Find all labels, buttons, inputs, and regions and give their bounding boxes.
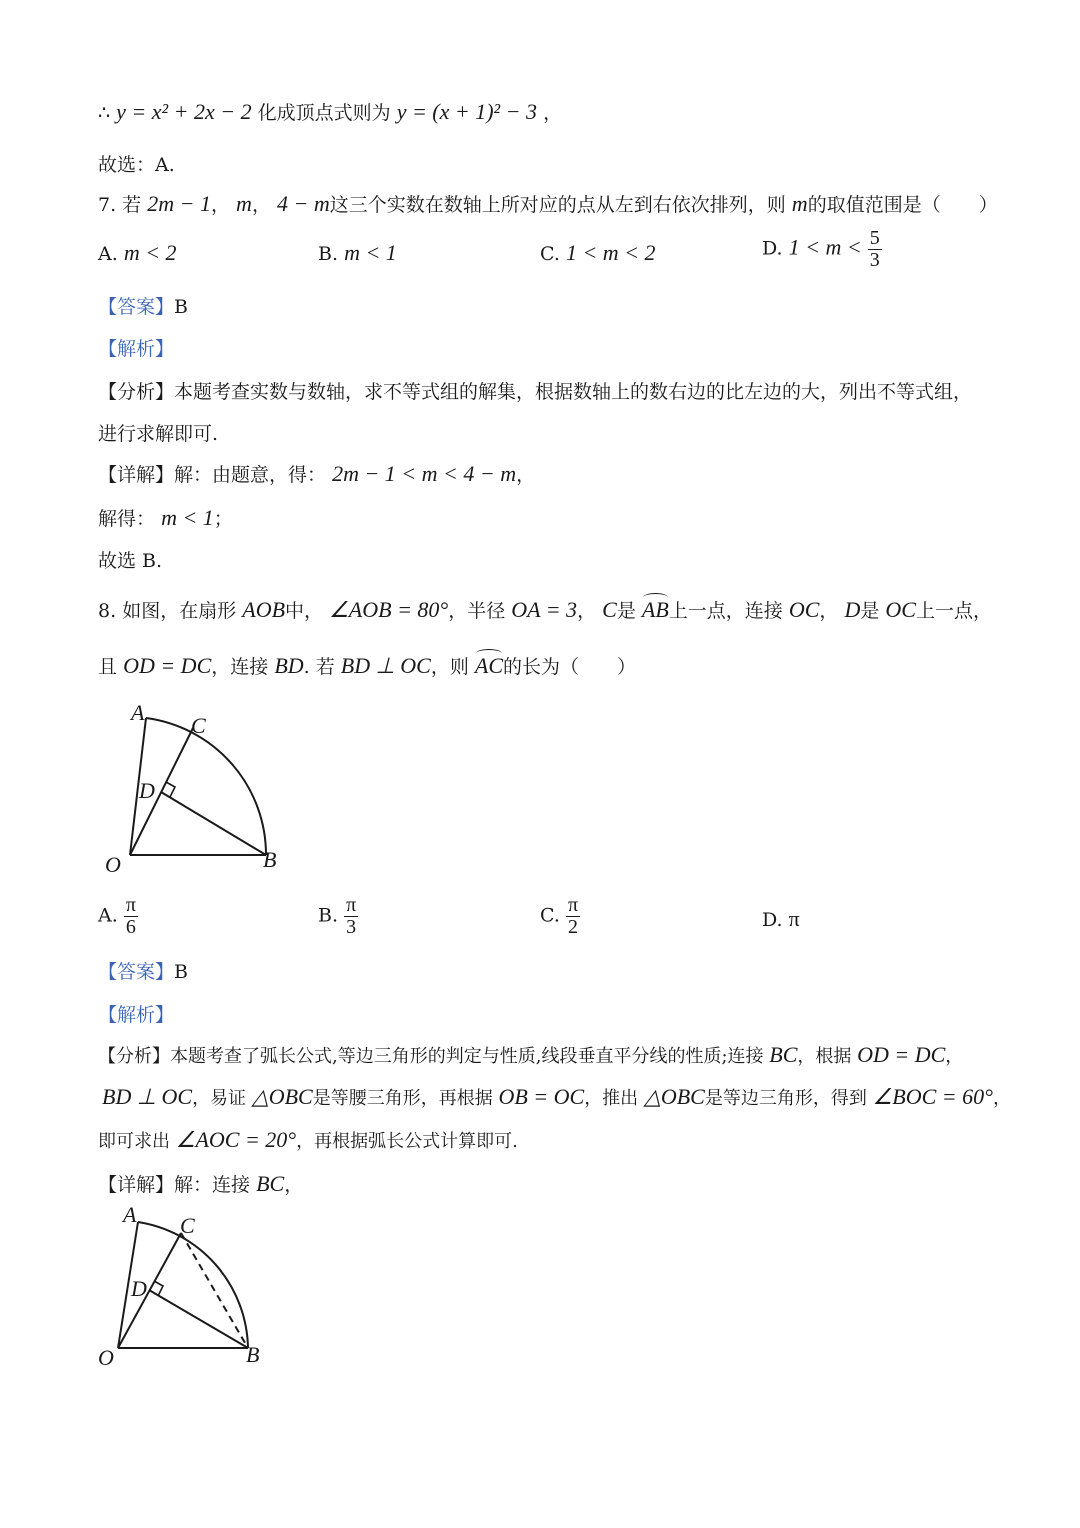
q8-fenxi-line-2: BD ⊥ OC，易证 △OBC是等腰三角形，再根据 OB = OC，推出 △OBC是等边三角形，得到 ∠BOC = 60°， <box>102 1084 1011 1109</box>
answer-tag: 【答案】 <box>98 296 175 318</box>
q8-option-c: C. $\frac{\pi}{2}$ <box>540 894 579 938</box>
q7-option-a: A. m < 2 <box>98 240 177 265</box>
q8-stem-line-2: 且 OD = DC，连接 BD. 若 BD ⊥ OC，则 AC的长为（ ） <box>98 653 637 678</box>
q8-option-d: D. π <box>762 906 800 931</box>
label-a: A <box>131 700 145 725</box>
q7-expr-3: 4 − m <box>277 191 330 216</box>
segment-bc-dashed <box>181 1233 248 1348</box>
q8-answer-value: B <box>174 961 188 983</box>
q7-analysis-tag: 【解析】 <box>98 338 175 360</box>
q7-expr-1: 2m − 1 <box>147 191 211 216</box>
q7-option-b: B. m < 1 <box>318 240 397 265</box>
label-b: B <box>263 847 277 872</box>
label-o-2: O <box>98 1345 114 1370</box>
arc-ac: AC <box>474 653 504 678</box>
q7-stem: 7. 若 2m − 1， m， 4 − m这三个实数在数轴上所对应的点从左到右依次排列，则 m的取值范围是（ ） <box>98 191 998 216</box>
text-vertex-form: 化成顶点式则为 <box>257 102 391 124</box>
q7-option-d-fraction: $\frac{5}{3}$ <box>869 227 880 271</box>
q7-var-m: m <box>791 191 808 216</box>
label-d: D <box>139 778 155 803</box>
q7-detail: 【详解】解：由题意，得： 2m − 1 < m < 4 − m， <box>98 461 536 486</box>
label-a-2: A <box>123 1202 137 1227</box>
q7-inequality: 2m − 1 < m < 4 − m <box>332 461 517 486</box>
q8-detail: 【详解】解：连接 BC， <box>98 1171 304 1196</box>
label-d-2: D <box>131 1276 147 1301</box>
q8-fenxi-line-1: 【分析】本题考查了弧长公式,等边三角形的判定与性质,线段垂直平分线的性质;连接 BC，根据 OD = DC， <box>98 1042 964 1067</box>
label-b-2: B <box>246 1342 260 1367</box>
therefore-symbol: ∴ <box>98 102 111 124</box>
q7-option-c: C. 1 < m < 2 <box>540 240 656 265</box>
q8-analysis-tag: 【解析】 <box>98 1004 175 1026</box>
q7-option-d: D. 1 < m < $\frac{5}{3}$ <box>762 227 880 271</box>
arc-ab-figure-2 <box>138 1222 248 1348</box>
q7-fenxi-line-2: 进行求解即可. <box>98 423 219 445</box>
arc-ab: AB <box>641 597 669 622</box>
label-o: O <box>105 852 121 877</box>
q7-expr-2: m <box>236 191 252 216</box>
q7-number: 7. <box>98 194 117 216</box>
equation-vertex-form: y = (x + 1)² − 3 <box>396 99 538 124</box>
equation-original: y = x² + 2x − 2 <box>116 99 252 124</box>
q7-answer-value: B <box>174 296 188 318</box>
q8-answer: 【答案】B <box>98 961 188 983</box>
prev-line-1: ∴ y = x² + 2x − 2 化成顶点式则为 y = (x + 1)² − 3 ， <box>98 99 563 124</box>
sector-figure-2 <box>92 1200 292 1380</box>
label-c: C <box>191 713 206 738</box>
q7-solution: m < 1 <box>161 505 214 530</box>
q8-number: 8. <box>98 600 117 622</box>
sector-figure-1 <box>95 695 295 885</box>
q8-stem-line-1: 8. 如图，在扇形 AOB中， ∠AOB = 80°，半径 OA = 3， C是 AB上一点，连接 OC， D是 OC上一点， <box>98 597 992 622</box>
label-c-2: C <box>180 1213 195 1238</box>
q8-option-b: B. $\frac{\pi}{3}$ <box>318 894 357 938</box>
prev-answer: 故选：A. <box>98 154 175 176</box>
q7-fenxi-line-1: 【分析】本题考查实数与数轴，求不等式组的解集，根据数轴上的数右边的比左边的大，列出不等式组， <box>98 381 973 403</box>
q7-final: 故选 B. <box>98 550 163 572</box>
segment-bd-2 <box>149 1290 248 1348</box>
q8-fenxi-line-3: 即可求出 ∠AOC = 20°，再根据弧长公式计算即可. <box>98 1127 518 1152</box>
q7-answer <box>98 292 188 319</box>
segment-bd <box>161 792 266 855</box>
q8-option-a: A. $\frac{\pi}{6}$ <box>98 894 136 938</box>
q7-solve: 解得： m < 1； <box>98 505 233 530</box>
